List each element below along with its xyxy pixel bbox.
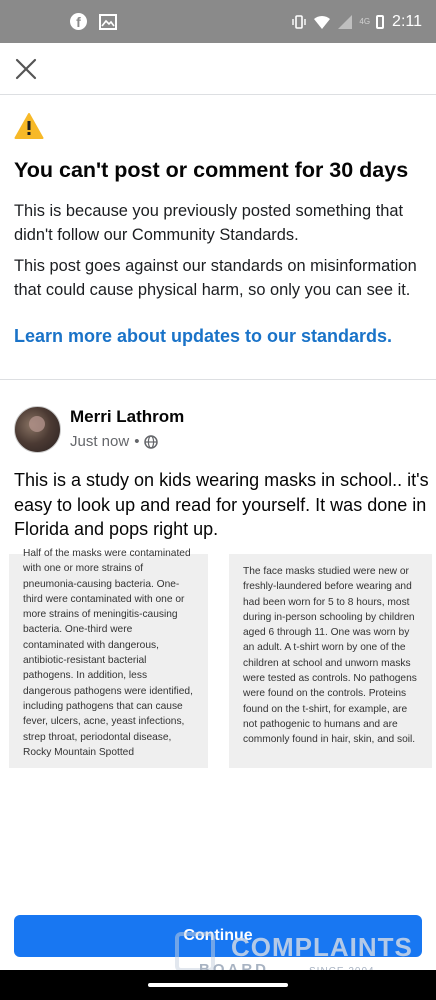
- post-meta: [70, 433, 158, 450]
- study-image-2-text: The face masks studied were new or freshly-laundered before wearing and had been worn for 5 to 8 hours, most during in-person schooling by children aged 6 through 11. One was worn by an adult. A t-shirt worn by one of the children at school and unworn masks were tested as controls. No pathogens were found on the controls. Proteins found on the t-shirt, for example, are not pathogenic to humans and are commonly found in hair, skin, and soil.: [243, 566, 417, 746]
- post-author[interactable]: Merri Lathrom: [70, 407, 185, 426]
- study-image-1[interactable]: [9, 548, 208, 768]
- avatar[interactable]: [14, 406, 61, 453]
- post-header: [14, 404, 424, 454]
- wifi-icon: [313, 14, 331, 30]
- status-bar-right: [291, 13, 422, 31]
- close-icon: [14, 57, 38, 81]
- meta-separator: •: [134, 433, 140, 450]
- watermark-main-text: COMPLAINTS: [231, 932, 413, 962]
- notice-paragraph-1: This is because you previously posted something that didn't follow our Community Standards.: [14, 202, 404, 244]
- post-text: This is a study on kids wearing masks in school.. it's easy to look up and read for yourself. It was done in Florida and pops right up.: [14, 470, 429, 539]
- study-image-2[interactable]: [229, 554, 432, 768]
- status-time: 2:11: [392, 12, 422, 30]
- globe-icon: [144, 435, 158, 449]
- battery-icon: [376, 15, 384, 29]
- post-time: Just now: [70, 433, 130, 450]
- top-bar: [0, 43, 436, 95]
- signal-icon: [337, 14, 353, 30]
- notice-paragraph-2: This post goes against our standards on misinformation that could cause physical harm, so only you can see it.: [14, 257, 417, 299]
- study-image-1-text: Half of the masks were contaminated with one or more strains of pneumonia-causing bacteria. One-third were contaminated with one or more strains of meningitis-causing bacteria. One-third were contaminated with dangerous, antibiotic-resistant bacterial pathogens. In addition, less dangerous pathogens were identified, including pathogens that can cause fever, ulcers, acne, yeast infections, strep throat, periodontal disease, Rocky Mountain Spotted: [23, 548, 193, 758]
- section-divider: [0, 379, 436, 380]
- status-bar-left: [70, 13, 117, 30]
- learn-more-link[interactable]: Learn more about updates to our standards.: [14, 326, 393, 346]
- gallery-icon: [99, 14, 117, 30]
- vibrate-icon: [291, 14, 307, 30]
- navigation-bar: [0, 970, 436, 1000]
- status-bar: [0, 0, 436, 43]
- facebook-icon: f: [70, 13, 87, 30]
- close-button[interactable]: [14, 57, 38, 81]
- home-gesture-bar[interactable]: [148, 983, 288, 987]
- network-label: 4G: [359, 17, 371, 26]
- warning-icon: [14, 112, 44, 140]
- continue-button[interactable]: Continue: [14, 915, 422, 957]
- notice-title: You can't post or comment for 30 days: [14, 158, 409, 182]
